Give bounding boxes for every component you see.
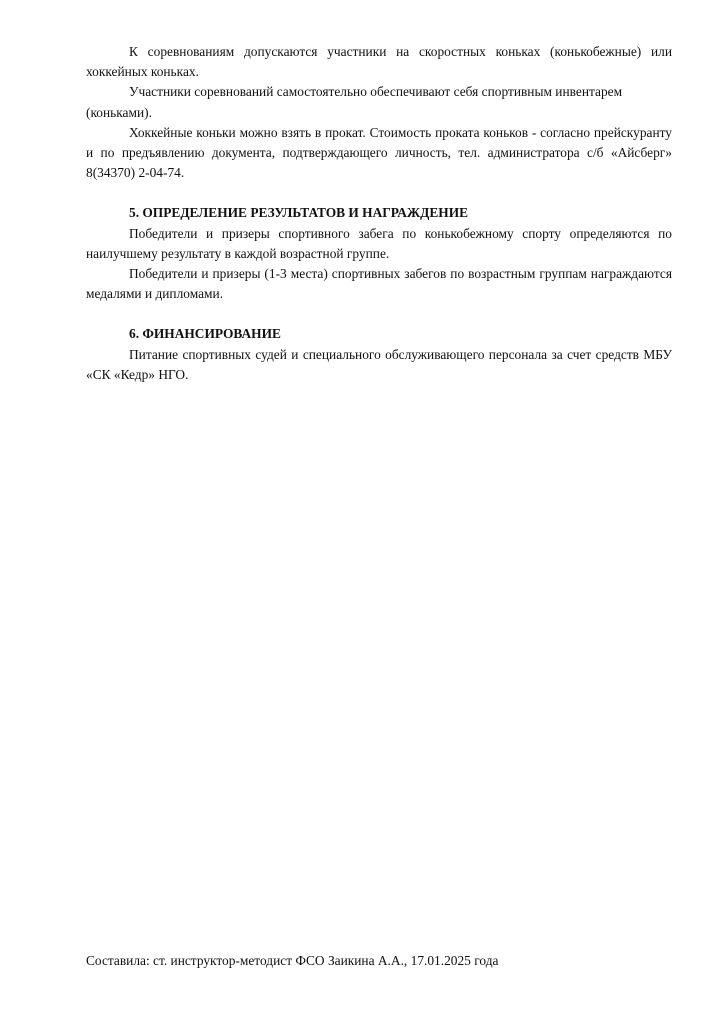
section-5-heading: 5. ОПРЕДЕЛЕНИЕ РЕЗУЛЬТАТОВ И НАГРАЖДЕНИЕ bbox=[129, 205, 469, 221]
paragraph-winners: Победители и призеры спортивного забега по конькобежному спорту определяются по наилучшему результату в каждой возрастной группе. bbox=[86, 225, 672, 261]
paragraph-participants: К соревнованиям допускаются участники на скоростных коньках (конькобежные) или хоккейных коньках. bbox=[86, 44, 672, 80]
document-body bbox=[86, 42, 672, 385]
paragraph-financing: Питание спортивных судей и специального обслуживающего персонала за счет средств МБУ «СК «Кедр» НГО. bbox=[86, 346, 672, 382]
paragraph-awards: Победители и призеры (1-3 места) спортивных забегов по возрастным группам награждаются медалями и дипломами. bbox=[86, 266, 672, 302]
paragraph-equipment: Участники соревнований самостоятельно обеспечивают себя спортивным инвентарем (коньками). bbox=[86, 84, 623, 120]
author-signature-line: Составила: ст. инструктор-методист ФСО Заикина А.А., 17.01.2025 года bbox=[86, 953, 499, 968]
paragraph-rental: Хоккейные коньки можно взять в прокат. Стоимость проката коньков - согласно прейскуранту и по предъявлению документа, подтверждающего личность, тел. администратора с/б «Айсберг» 8(34370) 2-04-74. bbox=[86, 124, 672, 181]
section-6-heading: 6. ФИНАНСИРОВАНИЕ bbox=[129, 326, 281, 342]
